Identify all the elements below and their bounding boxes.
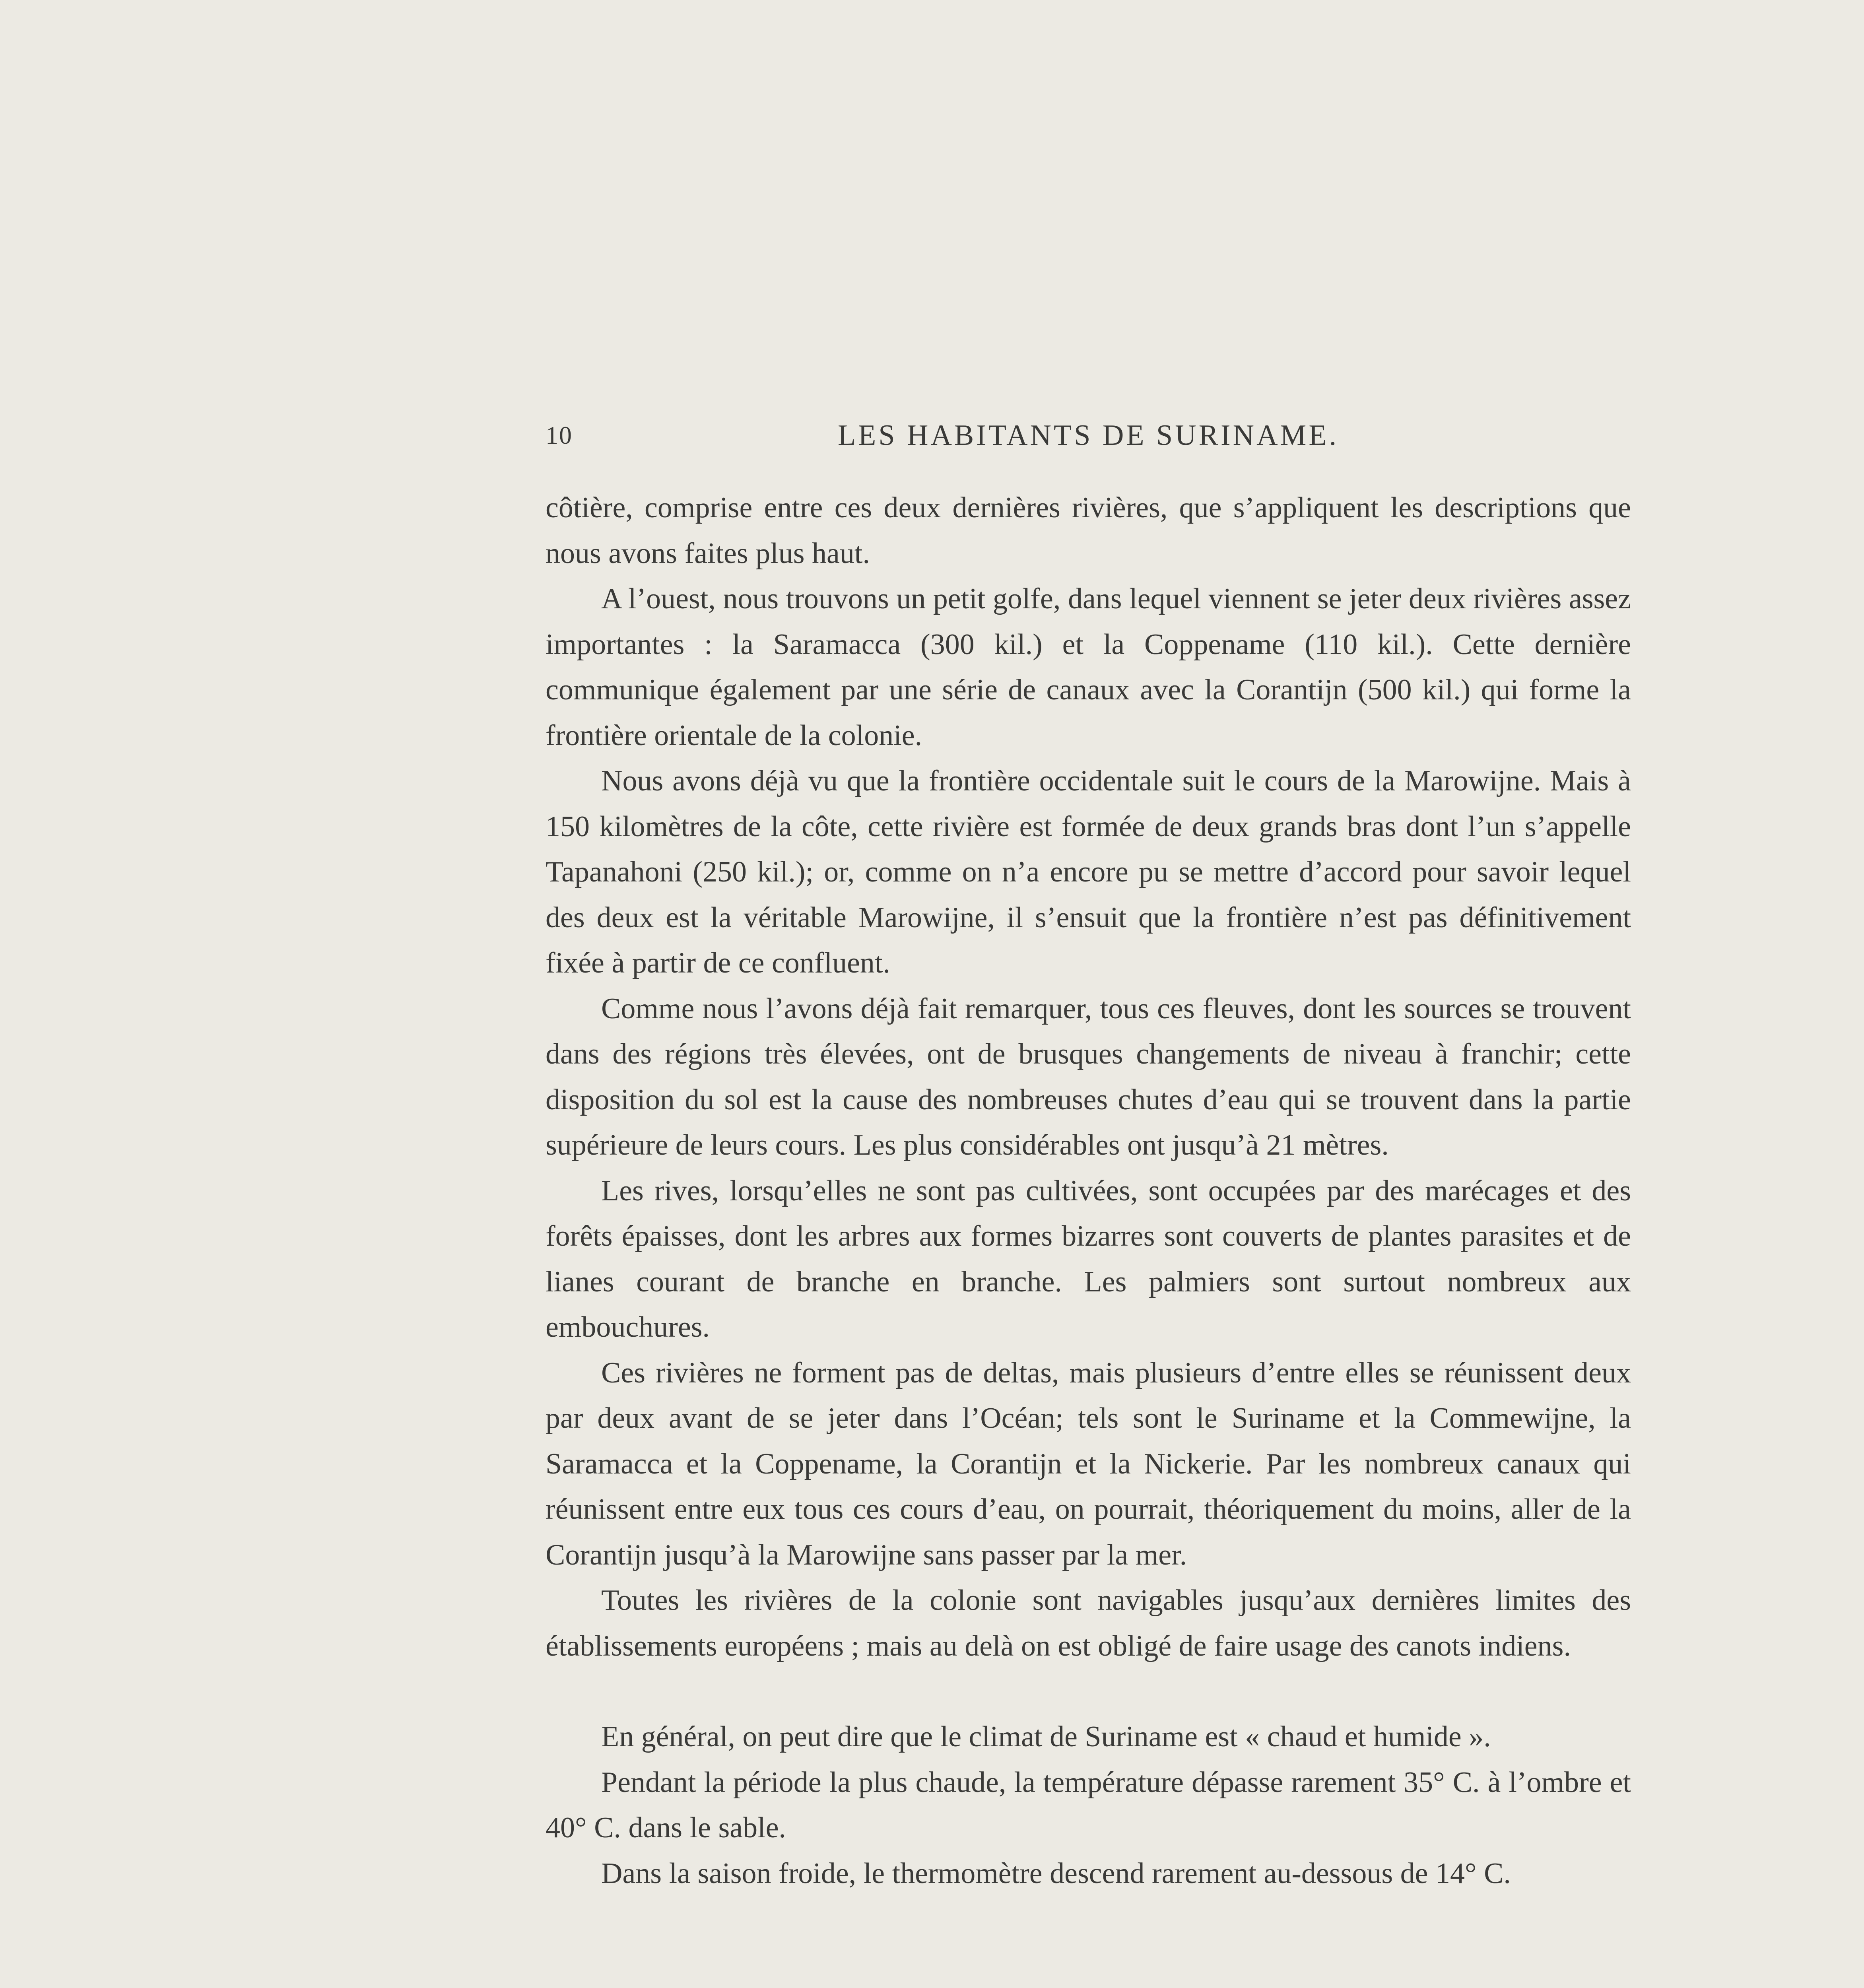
paragraph-river-junctions: Ces rivières ne forment pas de deltas, mais plusieurs d’entre elles se réunissent deux par deux avant de se jeter dans l’Océan; tels sont le Suriname et la Commewijne, la Saramacca et la Coppename, la Corantijn et la Nickerie. Par les nombreux canaux qui réunissent entre eux tous ces cours d’eau, on pourrait, théoriquement du moins, aller de la Corantijn jusqu’à la Marowijne sans passer par la mer. xyxy=(546,1356,1631,1571)
paragraph-hot-season: Pendant la période la plus chaude, la température dépasse rarement 35° C. à l’ombre et 40° C. dans le sable. xyxy=(546,1766,1631,1844)
body-text xyxy=(546,485,1631,1896)
running-title: LES HABITANTS DE SURINAME. xyxy=(837,419,1339,452)
paragraph-west-rivers: A l’ouest, nous trouvons un petit golfe, dans lequel viennent se jeter deux rivières assez importantes : la Saramacca (300 kil.) et la Coppename (110 kil.). Cette dernière communique également par une série de canaux avec la Corantijn (500 kil.) qui forme la frontière orientale de la colonie. xyxy=(546,582,1631,752)
paragraph-climate: En général, on peut dire que le climat de Suriname est « chaud et humide ». xyxy=(601,1720,1491,1753)
paragraph-river-banks: Les rives, lorsqu’elles ne sont pas cultivées, sont occupées par des marécages et des forêts épaisses, dont les arbres aux formes bizarres sont couverts de plantes parasites et de lianes courant de branche en branche. Les palmiers sont surtout nombreux aux embouchures. xyxy=(546,1174,1631,1343)
paragraph-continuation: côtière, comprise entre ces deux dernières rivières, que s’appliquent les descriptions que nous avons faites plus haut. xyxy=(546,491,1631,570)
page-number: 10 xyxy=(546,421,573,449)
paragraph-western-frontier: Nous avons déjà vu que la frontière occidentale suit le cours de la Marowijne. Mais à 150 kilomètres de la côte, cette rivière est formée de deux grands bras dont l’un s’appelle Tapanahoni (250 kil.); or, comme on n’a encore pu se mettre d’accord pour savoir lequel des deux est la véritable Marowijne, il s’ensuit que la frontière n’est pas définitivement fixée à partir de ce confluent. xyxy=(546,765,1631,979)
page-header xyxy=(546,414,1631,457)
paragraph-navigability: Toutes les rivières de la colonie sont navigables jusqu’aux dernières limites des établissements européens ; mais au delà on est obligé de faire usage des canots indiens. xyxy=(546,1584,1631,1662)
paragraph-cold-season: Dans la saison froide, le thermomètre descend rarement au-dessous de 14° C. xyxy=(601,1857,1511,1890)
section-gap xyxy=(546,1669,1631,1714)
paragraph-waterfalls: Comme nous l’avons déjà fait remarquer, tous ces fleuves, dont les sources se trouvent dans des régions très élevées, ont de brusques changements de niveau à franchir; cette disposition du sol est la cause des nombreuses chutes d’eau qui se trouvent dans la partie supérieure de leurs cours. Les plus considérables ont jusqu’à 21 mètres. xyxy=(546,992,1631,1161)
